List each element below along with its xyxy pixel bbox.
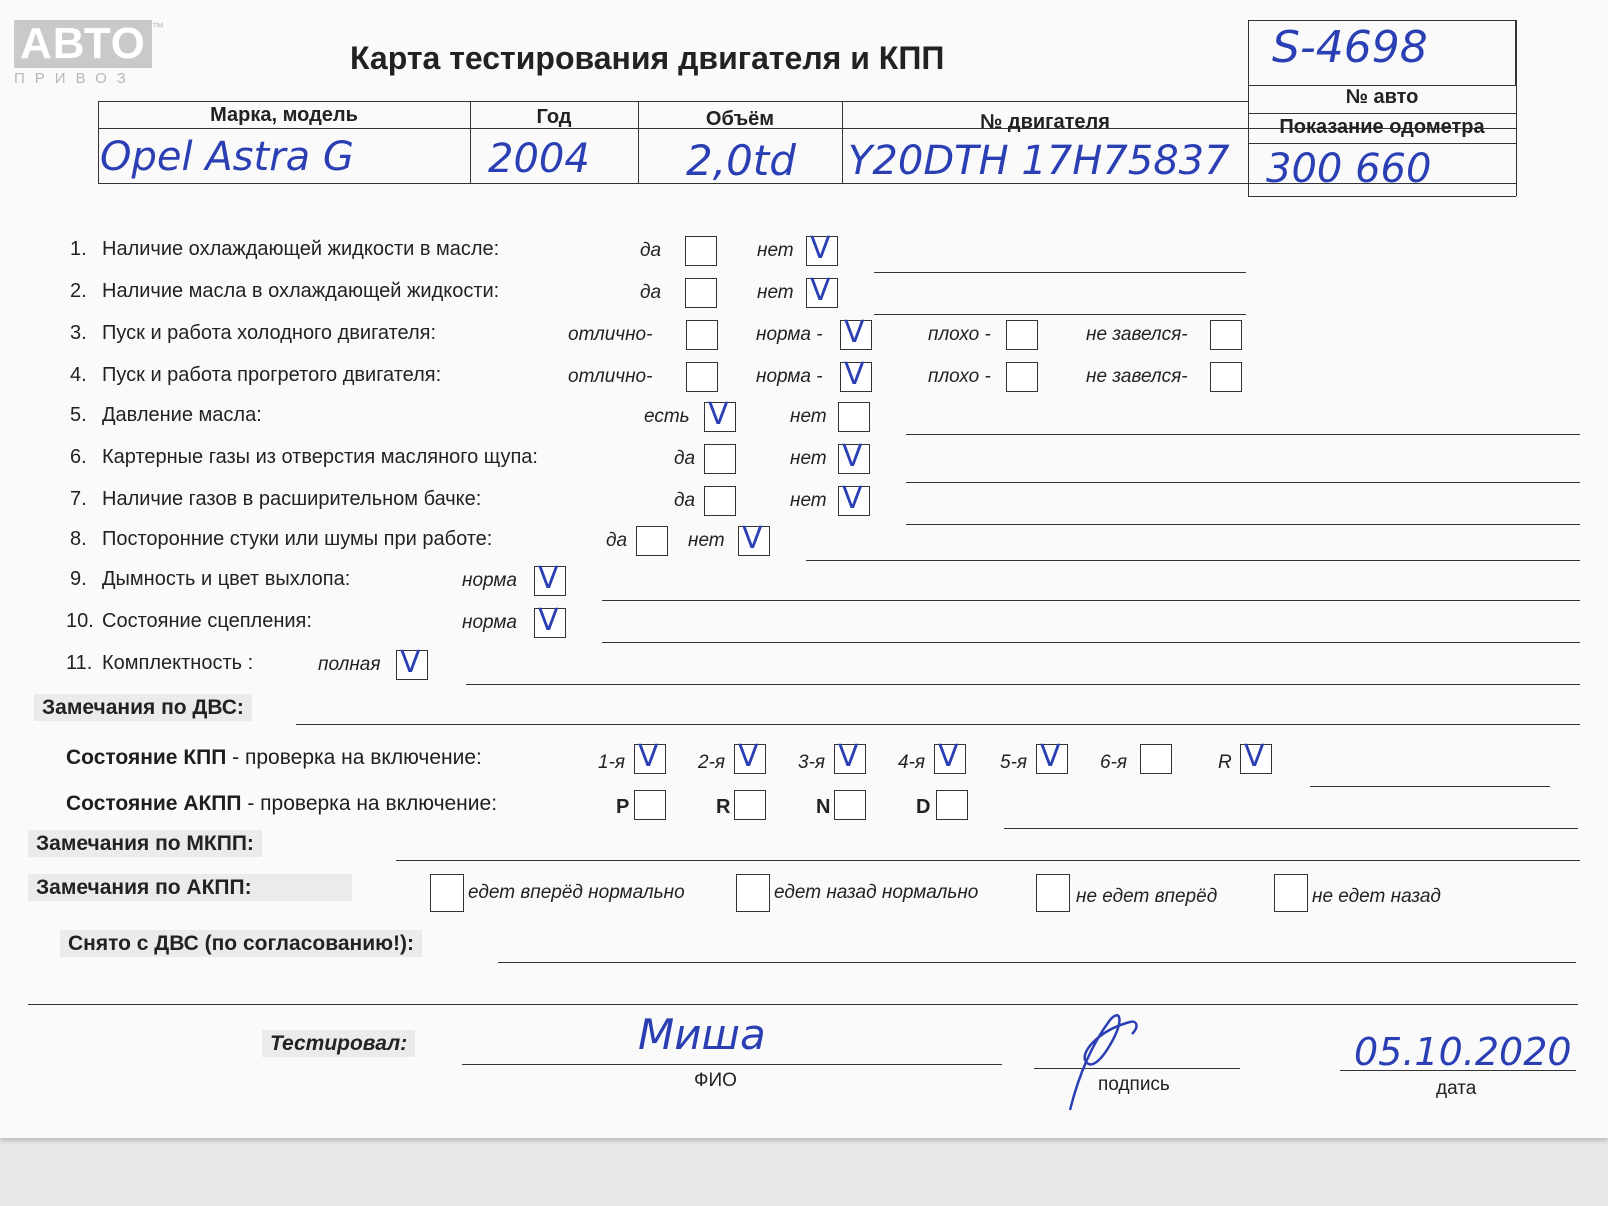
item-number: 9. bbox=[70, 568, 87, 590]
check-mark: V bbox=[810, 231, 831, 266]
option-label: норма bbox=[462, 570, 517, 591]
option-checkbox[interactable] bbox=[685, 278, 717, 308]
gear-label: 2-я bbox=[698, 752, 726, 773]
option-label: норма bbox=[462, 612, 517, 633]
engine-label: № двигателя bbox=[980, 111, 1110, 133]
removed-label bbox=[60, 932, 422, 956]
option-checkbox[interactable] bbox=[806, 231, 838, 266]
make-label: Марка, модель bbox=[210, 104, 358, 126]
option-label: не завелся- bbox=[1086, 366, 1188, 387]
check-mark: V bbox=[638, 739, 659, 774]
item-question: Состояние сцепления: bbox=[102, 610, 312, 632]
akpp-remark-checkbox[interactable] bbox=[736, 874, 770, 912]
option-label: да bbox=[606, 530, 628, 551]
gear-label: 6-я bbox=[1100, 752, 1128, 773]
option-label: да bbox=[674, 448, 696, 469]
option-checkbox[interactable] bbox=[1210, 320, 1242, 350]
option-checkbox[interactable] bbox=[704, 397, 736, 432]
option-label: нет bbox=[790, 490, 827, 511]
check-mark: V bbox=[738, 739, 759, 774]
option-label: отлично- bbox=[568, 324, 653, 345]
option-checkbox[interactable] bbox=[840, 357, 872, 392]
logo-tm: ™ bbox=[151, 20, 164, 34]
check-mark: V bbox=[742, 521, 763, 556]
volume-label: Объём bbox=[705, 108, 775, 130]
logo-sub: ПРИВОЗ bbox=[14, 70, 136, 87]
check-mark: V bbox=[1040, 739, 1061, 774]
option-checkbox[interactable] bbox=[838, 481, 870, 516]
check-mark: V bbox=[844, 315, 865, 350]
car-number-value: S-4698 bbox=[1272, 22, 1428, 73]
item-number: 5. bbox=[70, 404, 87, 426]
volume-value: 2,0td bbox=[686, 136, 796, 185]
item-number: 8. bbox=[70, 528, 87, 550]
fio-label: ФИО bbox=[694, 1070, 737, 1091]
option-label: норма - bbox=[756, 324, 823, 345]
item-question: Наличие охлаждающей жидкости в масле: bbox=[102, 238, 500, 260]
car-number-label: № авто bbox=[1345, 86, 1419, 108]
item-question: Дымность и цвет выхлопа: bbox=[102, 568, 351, 590]
date-label: дата bbox=[1436, 1078, 1477, 1099]
gear-label: 3-я bbox=[798, 752, 826, 773]
option-label: полная bbox=[318, 654, 381, 675]
gear-label: R bbox=[1218, 752, 1232, 773]
check-mark: V bbox=[538, 603, 559, 638]
check-mark: V bbox=[938, 739, 959, 774]
year-value: 2004 bbox=[488, 136, 590, 182]
signature bbox=[1040, 1000, 1150, 1120]
option-checkbox[interactable] bbox=[704, 486, 736, 516]
check-mark: V bbox=[1244, 739, 1265, 774]
avto-privoz-logo bbox=[14, 20, 164, 87]
option-checkbox[interactable] bbox=[534, 561, 566, 596]
item-number: 10. bbox=[66, 610, 94, 632]
check-mark: V bbox=[842, 439, 863, 474]
removed-text: Снято с ДВС (по согласованию!): bbox=[60, 930, 422, 957]
engine-value: Y20DTH 17H75837 bbox=[848, 138, 1230, 184]
check-mark: V bbox=[838, 739, 859, 774]
signature-label: подпись bbox=[1098, 1074, 1170, 1095]
option-label: нет bbox=[757, 240, 794, 261]
odometer-label: Показание одометра bbox=[1279, 116, 1485, 138]
option-label: да bbox=[640, 282, 662, 303]
akpp-remark-checkbox[interactable] bbox=[430, 874, 464, 912]
option-checkbox[interactable] bbox=[534, 603, 566, 638]
option-checkbox[interactable] bbox=[838, 439, 870, 474]
option-checkbox[interactable] bbox=[1210, 362, 1242, 392]
option-checkbox[interactable] bbox=[838, 402, 870, 432]
kpp-label: Состояние КПП - проверка на включение: bbox=[66, 746, 482, 769]
option-checkbox[interactable] bbox=[686, 362, 718, 392]
akpp-remark-label: едет назад нормально bbox=[774, 882, 979, 903]
item-question: Наличие масла в охлаждающей жидкости: bbox=[102, 280, 500, 302]
make-value: Opel Astra G bbox=[100, 134, 354, 180]
gear-checkbox[interactable] bbox=[934, 739, 966, 774]
logo-brand: АВТО bbox=[14, 20, 152, 68]
check-mark: V bbox=[538, 561, 559, 596]
item-question: Посторонние стуки или шумы при работе: bbox=[102, 528, 493, 550]
akpp-mode-label: R bbox=[716, 796, 731, 818]
option-checkbox[interactable] bbox=[840, 315, 872, 350]
item-question: Комплектность : bbox=[102, 652, 254, 674]
gear-checkbox[interactable] bbox=[734, 739, 766, 774]
check-mark: V bbox=[842, 481, 863, 516]
gear-checkbox[interactable] bbox=[1036, 739, 1068, 774]
gear-checkbox[interactable] bbox=[834, 739, 866, 774]
akpp-mode-checkbox[interactable] bbox=[734, 790, 766, 820]
item-number: 7. bbox=[70, 488, 87, 510]
akpp-mode-label: D bbox=[916, 796, 931, 818]
option-label: нет bbox=[757, 282, 794, 303]
gear-label: 1-я bbox=[598, 752, 626, 773]
option-label: отлично- bbox=[568, 366, 653, 387]
akpp-remark-checkbox[interactable] bbox=[1036, 874, 1070, 912]
option-label: не завелся- bbox=[1086, 324, 1188, 345]
option-checkbox[interactable] bbox=[686, 320, 718, 350]
option-label: нет bbox=[688, 530, 725, 551]
item-question: Картерные газы из отверстия масляного щупа: bbox=[102, 446, 538, 468]
option-label: плохо - bbox=[928, 324, 991, 345]
gear-checkbox[interactable] bbox=[1240, 739, 1272, 774]
akpp-mode-checkbox[interactable] bbox=[936, 790, 968, 820]
akpp-remark-label: едет вперёд нормально bbox=[468, 882, 685, 903]
option-label: да bbox=[640, 240, 662, 261]
option-label: есть bbox=[644, 406, 690, 427]
akpp-mode-label: N bbox=[816, 796, 831, 818]
option-checkbox[interactable] bbox=[738, 521, 770, 556]
item-number: 4. bbox=[70, 364, 87, 386]
remarks-mkpp-label: Замечания по МКПП: bbox=[28, 832, 262, 856]
item-question: Пуск и работа холодного двигателя: bbox=[102, 322, 437, 344]
option-label: нет bbox=[790, 406, 827, 427]
check-mark: V bbox=[810, 273, 831, 308]
akpp-remark-label: не едет назад bbox=[1312, 886, 1441, 907]
check-mark: V bbox=[844, 357, 865, 392]
option-label: плохо - bbox=[928, 366, 991, 387]
check-mark: V bbox=[708, 397, 729, 432]
remarks-engine-label: Замечания по ДВС: bbox=[34, 696, 252, 720]
option-checkbox[interactable] bbox=[806, 273, 838, 308]
option-checkbox[interactable] bbox=[1006, 320, 1038, 350]
item-question: Наличие газов в расширительном бачке: bbox=[102, 488, 482, 510]
akpp-remark-label: не едет вперёд bbox=[1076, 886, 1218, 907]
gear-checkbox[interactable] bbox=[1140, 744, 1172, 774]
akpp-label: Состояние АКПП - проверка на включение: bbox=[66, 792, 498, 815]
gear-label: 4-я bbox=[898, 752, 926, 773]
tester-name: Миша bbox=[638, 1010, 766, 1059]
akpp-remark-checkbox[interactable] bbox=[1274, 874, 1308, 912]
remarks-akpp-label: Замечания по АКПП: bbox=[28, 876, 352, 900]
gear-label: 5-я bbox=[1000, 752, 1028, 773]
page-title: Карта тестирования двигателя и КПП bbox=[350, 40, 945, 76]
check-mark: V bbox=[400, 645, 421, 680]
option-checkbox[interactable] bbox=[636, 526, 668, 556]
akpp-mode-label: P bbox=[616, 796, 630, 818]
item-question: Давление масла: bbox=[102, 404, 262, 426]
akpp-mode-checkbox[interactable] bbox=[834, 790, 866, 820]
option-checkbox[interactable] bbox=[685, 236, 717, 266]
tested-by-label: Тестировал: bbox=[262, 1032, 415, 1056]
option-label: норма - bbox=[756, 366, 823, 387]
item-number: 1. bbox=[70, 238, 87, 260]
option-checkbox[interactable] bbox=[1006, 362, 1038, 392]
item-question: Пуск и работа прогретого двигателя: bbox=[102, 364, 442, 386]
year-label: Год bbox=[536, 106, 572, 128]
date-value: 05.10.2020 bbox=[1354, 1030, 1572, 1074]
item-number: 2. bbox=[70, 280, 87, 302]
option-label: да bbox=[674, 490, 696, 511]
gear-checkbox[interactable] bbox=[634, 739, 666, 774]
option-checkbox[interactable] bbox=[704, 444, 736, 474]
item-number: 3. bbox=[70, 322, 87, 344]
akpp-mode-checkbox[interactable] bbox=[634, 790, 666, 820]
odometer-value: 300 660 bbox=[1266, 146, 1432, 192]
item-number: 11. bbox=[66, 652, 93, 674]
option-checkbox[interactable] bbox=[396, 645, 428, 680]
option-label: нет bbox=[790, 448, 827, 469]
item-number: 6. bbox=[70, 446, 87, 468]
